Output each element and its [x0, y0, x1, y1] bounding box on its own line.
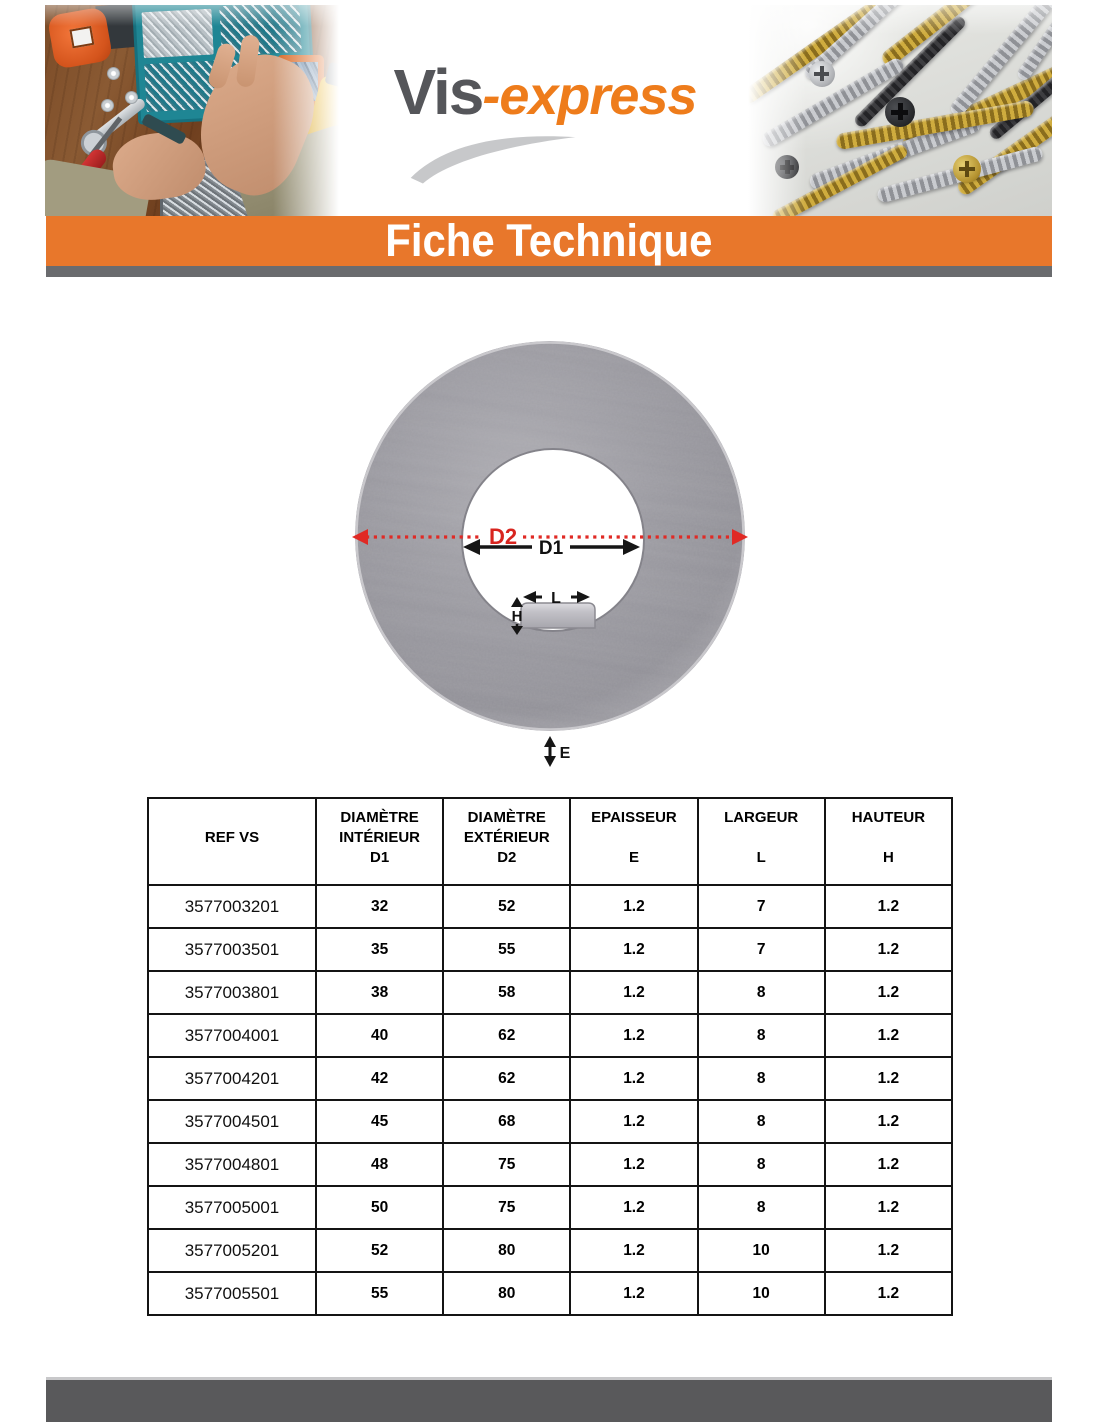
cell-ref-vs: 3577004001 — [148, 1014, 316, 1057]
page-title: Fiche Technique — [385, 215, 713, 266]
cell-e: 1.2 — [570, 1143, 697, 1186]
cell-l: 8 — [698, 1100, 825, 1143]
cell-ref-vs: 3577005501 — [148, 1272, 316, 1315]
footer-bar — [46, 1377, 1052, 1422]
cell-ref-vs: 3577004801 — [148, 1143, 316, 1186]
cell-d1: 38 — [316, 971, 443, 1014]
cell-d1: 45 — [316, 1100, 443, 1143]
cell-d2: 68 — [443, 1100, 570, 1143]
cell-e: 1.2 — [570, 1229, 697, 1272]
table-row — [148, 1014, 952, 1057]
cell-h: 1.2 — [825, 971, 952, 1014]
workbench-photo — [45, 5, 345, 216]
cell-ref-vs: 3577003501 — [148, 928, 316, 971]
column-header-d1: DIAMÈTRE INTÉRIEUR D1 — [316, 798, 443, 885]
cell-ref-vs: 3577005201 — [148, 1229, 316, 1272]
table-row — [148, 928, 952, 971]
cell-d1: 50 — [316, 1186, 443, 1229]
cell-d2: 55 — [443, 928, 570, 971]
spec-table-body — [148, 885, 952, 1315]
cell-e: 1.2 — [570, 1100, 697, 1143]
cell-l: 8 — [698, 1014, 825, 1057]
column-header-ref: REF VS — [148, 798, 316, 885]
cell-l: 10 — [698, 1272, 825, 1315]
cell-d2: 58 — [443, 971, 570, 1014]
header-row — [148, 798, 952, 885]
cell-d2: 75 — [443, 1143, 570, 1186]
cell-d2: 75 — [443, 1186, 570, 1229]
cell-d1: 35 — [316, 928, 443, 971]
cell-d2: 52 — [443, 885, 570, 928]
cell-d1: 40 — [316, 1014, 443, 1057]
cell-e: 1.2 — [570, 1014, 697, 1057]
cell-e: 1.2 — [570, 1272, 697, 1315]
table-row — [148, 1057, 952, 1100]
table-row — [148, 1272, 952, 1315]
cell-l: 8 — [698, 1186, 825, 1229]
cell-l: 8 — [698, 1143, 825, 1186]
cell-h: 1.2 — [825, 1143, 952, 1186]
inner-diameter-label: D1 — [538, 538, 564, 559]
cell-d1: 52 — [316, 1229, 443, 1272]
table-row — [148, 1186, 952, 1229]
cell-l: 7 — [698, 885, 825, 928]
cell-ref-vs: 3577004501 — [148, 1100, 316, 1143]
cell-l: 10 — [698, 1229, 825, 1272]
cell-h: 1.2 — [825, 885, 952, 928]
column-header-h: HAUTEUR H — [825, 798, 952, 885]
cell-h: 1.2 — [825, 1100, 952, 1143]
cell-h: 1.2 — [825, 928, 952, 971]
column-header-d2: DIAMÈTRE EXTÉRIEUR D2 — [443, 798, 570, 885]
cell-d2: 62 — [443, 1014, 570, 1057]
cell-l: 8 — [698, 1057, 825, 1100]
cell-l: 8 — [698, 971, 825, 1014]
cell-d2: 80 — [443, 1229, 570, 1272]
cell-l: 7 — [698, 928, 825, 971]
cell-h: 1.2 — [825, 1014, 952, 1057]
cell-ref-vs: 3577005001 — [148, 1186, 316, 1229]
logo-brand-text: Vis — [393, 56, 483, 128]
outer-diameter-label: D2 — [488, 524, 518, 549]
column-header-l: LARGEUR L — [698, 798, 825, 885]
spec-table — [147, 797, 953, 1316]
cell-e: 1.2 — [570, 971, 697, 1014]
photo-fade — [45, 5, 345, 216]
cell-e: 1.2 — [570, 1186, 697, 1229]
cell-h: 1.2 — [825, 1229, 952, 1272]
logo-swoosh — [403, 128, 583, 184]
cell-d2: 62 — [443, 1057, 570, 1100]
photo-fade — [745, 5, 1052, 216]
thickness-label: E — [559, 745, 571, 762]
cell-h: 1.2 — [825, 1186, 952, 1229]
vis-express-logo — [345, 5, 745, 216]
cell-e: 1.2 — [570, 928, 697, 971]
column-header-e: EPAISSEUR E — [570, 798, 697, 885]
cell-h: 1.2 — [825, 1057, 952, 1100]
logo-suffix-text: -express — [482, 66, 697, 126]
cell-d1: 32 — [316, 885, 443, 928]
cell-ref-vs: 3577004201 — [148, 1057, 316, 1100]
table-row — [148, 971, 952, 1014]
table-row — [148, 1229, 952, 1272]
table-row — [148, 885, 952, 928]
cell-d1: 48 — [316, 1143, 443, 1186]
cell-ref-vs: 3577003801 — [148, 971, 316, 1014]
washer-diagram — [325, 320, 785, 780]
washer-technical-drawing — [325, 320, 785, 780]
tab-height-label: H — [511, 608, 523, 625]
table-row — [148, 1100, 952, 1143]
banner-shadow-bar — [46, 266, 1052, 277]
cell-d1: 55 — [316, 1272, 443, 1315]
cell-d1: 42 — [316, 1057, 443, 1100]
cell-h: 1.2 — [825, 1272, 952, 1315]
cell-ref-vs: 3577003201 — [148, 885, 316, 928]
cell-e: 1.2 — [570, 885, 697, 928]
tab-width-label: L — [551, 590, 561, 607]
table-row — [148, 1143, 952, 1186]
screws-pile-photo — [745, 5, 1052, 216]
cell-d2: 80 — [443, 1272, 570, 1315]
title-banner — [46, 216, 1052, 266]
cell-e: 1.2 — [570, 1057, 697, 1100]
